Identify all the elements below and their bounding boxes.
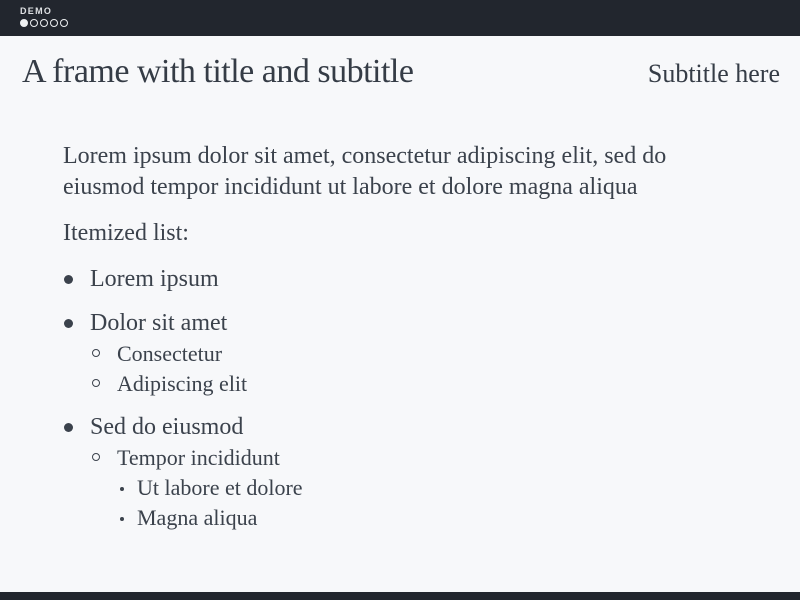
list-item-label: Consectetur	[117, 341, 223, 366]
itemized-list	[63, 263, 760, 533]
bullet-disc-icon	[64, 423, 73, 432]
list-item-label: Adipiscing elit	[117, 371, 248, 396]
list-subsubitem	[63, 503, 760, 533]
progress-dot-empty	[40, 19, 48, 27]
slide-body	[63, 141, 760, 533]
title-row	[0, 36, 800, 92]
lead-paragraph: Lorem ipsum dolor sit amet, consectetur adipiscing elit, sed do eiusmod tempor incididunt ut labore et dolore magna aliqua	[63, 143, 667, 200]
list-intro: Itemized list:	[63, 220, 189, 246]
bullet-dot-icon	[120, 487, 124, 491]
list-subitem	[63, 369, 760, 399]
progress-dot-filled	[20, 19, 28, 27]
list-item-label: Tempor incididunt	[117, 445, 280, 470]
header-bar	[0, 0, 800, 36]
list-subitem	[63, 443, 760, 473]
list-item	[63, 263, 760, 295]
list-item	[63, 411, 760, 443]
footer-bar	[0, 592, 800, 600]
brand-label: DEMO	[20, 6, 53, 16]
bullet-circle-icon	[92, 379, 100, 387]
list-item-label: Lorem ipsum	[90, 266, 219, 292]
list-item-label: Magna aliqua	[137, 505, 258, 530]
progress-dot-empty	[60, 19, 68, 27]
bullet-disc-icon	[64, 275, 73, 284]
list-item-label: Dolor sit amet	[90, 310, 228, 336]
frame-title: A frame with title and subtitle	[22, 53, 414, 90]
progress-dot-empty	[30, 19, 38, 27]
list-item-label: Sed do eiusmod	[90, 414, 244, 440]
bullet-circle-icon	[92, 349, 100, 357]
bullet-disc-icon	[64, 319, 73, 328]
progress-dots	[20, 19, 800, 27]
list-item	[63, 307, 760, 339]
list-item-label: Ut labore et dolore	[137, 475, 303, 500]
bullet-circle-icon	[92, 453, 100, 461]
bullet-dot-icon	[120, 517, 124, 521]
frame-subtitle: Subtitle here	[647, 59, 780, 88]
list-subitem	[63, 339, 760, 369]
list-subsubitem	[63, 473, 760, 503]
progress-dot-empty	[50, 19, 58, 27]
